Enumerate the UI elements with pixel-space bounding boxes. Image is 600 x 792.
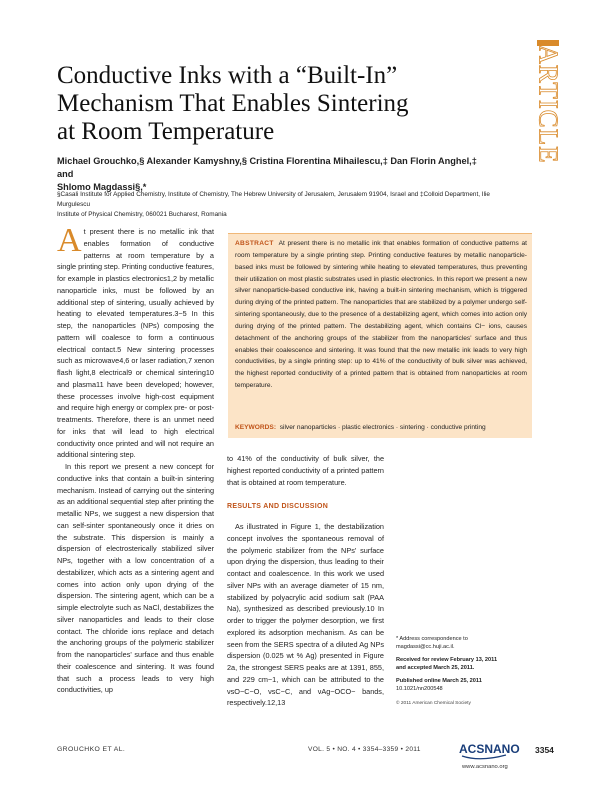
keywords-list: silver nanoparticles · plastic electronics · sintering · conductive printing xyxy=(279,424,486,431)
acsnano-logo xyxy=(458,735,520,763)
affiliation-line-2: Institute of Physical Chemistry, 060021 Bucharest, Romania xyxy=(57,211,227,218)
footer-authors: GROUCHKO ET AL. xyxy=(57,746,126,753)
affiliation-line-1: §Casali Institute for Applied Chemistry, Institute of Chemistry, The Hebrew University of Jerusalem, Jerusalem 91904, Israel and ‡Colloid Department, Ilie Murgulescu xyxy=(57,191,490,208)
journal-website[interactable]: www.acsnano.org xyxy=(462,764,508,770)
authors-line-1: Michael Grouchko,§ Alexander Kamyshny,§ Cristina Florentina Mihailescu,‡ Dan Florin Anghel,‡ and xyxy=(57,156,477,179)
page-number: 3354 xyxy=(535,745,554,755)
body-middle-column xyxy=(227,453,384,709)
keywords xyxy=(235,424,527,431)
affiliation xyxy=(57,190,517,220)
copyright: © 2011 American Chemical Society xyxy=(396,700,471,706)
correspondence-note xyxy=(396,636,536,651)
second-paragraph: In this report we present a new concept for conductive inks that contain a built-in sintering mechanism. Instead of carrying out the sintering as an additional sequential step after printing the metallic NPs, we suggest a new dispersion that can self-sinter spontaneously once it dries on the substrate. This dispersion is mainly a dispersion of electrosterically stabilized silver NPs, together with a low concentration of a destabilizer, which acts as a sintering agent and comes into action only upon drying of the dispersion. The sintering agent, which can be a simple electrolyte such as NaCl, destabilizes the silver nanoparticles and leads to their close contact. The chloride ions replace and detach the anchoring groups of the polymeric stabilizer from the nanoparticles' surface and thus enable their coalescence and sintering. It was found that such a process leads to very high conductivities, up xyxy=(57,462,214,695)
accepted-date: and accepted March 25, 2011. xyxy=(396,664,475,671)
abstract-heading: ABSTRACT xyxy=(235,240,274,247)
received-date: Received for review February 13, 2011 xyxy=(396,657,498,664)
intro-text: t present there is no metallic ink that enables formation of conductive patterns at room temperature by a single printing step. Printing conductive features, for example in plastics electronics1,2 by metallic nanoparticle inks, must be followed by an additional step of sintering, usually achieved by heating to elevated temperatures.3−5 In this step, the nanoparticles (NPs) composing the pattern will coalesce to form a continuous electrical contact.5 New sintering processes such as microwave4,6 or laser radiation,7 xenon flash light,8 electrical9 or chemical sintering10 and plasma11 have been developed; however, these processes involve high-cost equipment and require high energy or complex pre- or post-treatments. Therefore, there is an unmet need for inks that will lead to high electrical conductivity once printed and will not require an additional sintering step. xyxy=(57,227,214,460)
authors-line-2: Shlomo Magdassi§,* xyxy=(57,182,147,192)
body-left-column xyxy=(57,222,214,696)
results-heading: RESULTS AND DISCUSSION xyxy=(227,503,329,511)
intro-paragraph xyxy=(57,222,214,461)
title-line-2: Mechanism That Enables Sintering xyxy=(57,90,409,117)
continuation-paragraph: to 41% of the conductivity of bulk silver, the highest reported conductivity of a printed pattern that is obtained at room temperature. xyxy=(227,454,384,487)
section-label-text: ARTICLE xyxy=(533,44,564,164)
received-note xyxy=(396,657,536,672)
title-line-3: at Room Temperature xyxy=(57,118,275,145)
drop-cap: A xyxy=(57,222,82,259)
abstract-text: At present there is no metallic ink that enables formation of conductive patterns at room temperature by a single printing step. Printing conductive features by metallic nanoparticle-based inks must be followed by sintering while heating to elevated temperatures, thus preventing their utilization on most plastic substrates used in plastic electronics. In this report we present a new silver nanoparticle-based conductive ink, having a built-in sintering mechanism, which is triggered during drying of the printed pattern. The nanoparticles that are stabilized by a polymer undergo self-sintering spontaneously, due to the presence of a destabilizing agent, which comes into action only during drying of the printed pattern. The destabilizing agent, which contains Cl− ions, causes detachment of the anchoring groups of the stabilizer from the nanoparticles' surface and thus enables their coalescence and sintering. It was found that the new metallic ink leads to very high conductivities, by a single printing step: up to 41% of the conductivity of bulk silver was achieved, the highest reported conductivity of a printed pattern that is obtained from nanoparticles at room temperature. xyxy=(235,240,527,390)
published-note xyxy=(396,678,536,693)
keywords-heading: KEYWORDS: xyxy=(235,424,277,431)
abstract-body xyxy=(235,238,527,392)
title-line-1: Conductive Inks with a “Built-In” xyxy=(57,62,398,89)
margin-notes xyxy=(396,636,536,713)
section-label xyxy=(532,44,564,164)
author-list xyxy=(57,155,477,194)
correspondence-label: * Address correspondence to xyxy=(396,636,468,642)
correspondence-email[interactable]: magdassi@cc.huji.ac.il. xyxy=(396,643,455,650)
results-paragraph: As illustrated in Figure 1, the destabilization concept involves the spontaneous removal of the polymeric stabilizer from the NPs' surface upon drying the dispersion, thus leading to their contact and coalescence. In this work we used silver NPs with an average diameter of 15 nm, stabilized by polyacrylic acid sodium salt (PAA Na), synthesized as described previously.10 In order to trigger the polymer desorption, we first explored its adsorption mechanism. As can be seen from the SERS spectra of a diluted Ag NPs dispersion (0.025 wt % Ag) presented in Figure 2a, the strongest SERS peaks are at 1391, 855, and 229 cm−1, which can be attributed to the νsO−C−O, νsC−C, and νAg−OCO− bands, respectively.12,13 xyxy=(227,522,384,708)
article-title xyxy=(57,62,527,146)
footer-volume: VOL. 5 • NO. 4 • 3354–3359 • 2011 xyxy=(308,746,421,753)
published-date: Published online March 25, 2011 xyxy=(396,678,482,685)
doi[interactable]: 10.1021/nn200548 xyxy=(396,685,443,692)
logo-text: ACSNANO xyxy=(459,742,520,756)
abstract-box xyxy=(228,233,532,438)
